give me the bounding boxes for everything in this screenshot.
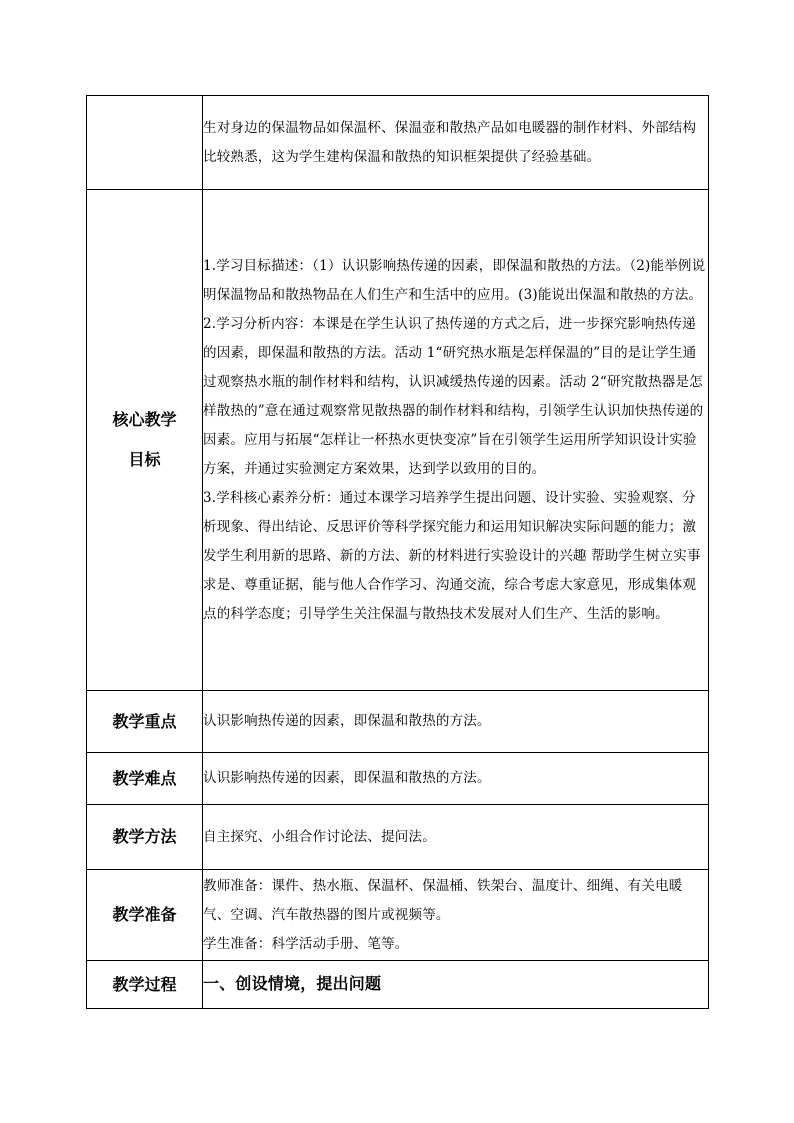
empty-label-cell — [87, 96, 203, 190]
difficulties-content: 认识影响热传递的因素，即保温和散热的方法。 — [203, 753, 709, 805]
goals-paragraph-2: 2.学习分析内容：本课是在学生认识了热传递的方式之后，进一步探究影响热传递的因素，即保温和散热的方法。活动 1“研究热水瓶是怎样保温的”目的是让学生通过观察热水瓶的制作材料和结构，认识减缓热传递的因素。活动 2“研究散热器是怎样散热的”意在通过观察常见散热器的制作材料和结构，引领学生认识加快热传递的因素。应用与拓展“怎样让一杯热水更快变凉”旨在引领学生运用所学知识设计实验方案，并通过实验测定方案效果，达到学以致用的目的。 — [203, 315, 704, 477]
table-row — [87, 691, 709, 753]
difficulties-label: 教学难点 — [87, 753, 203, 805]
core-goals-label-line1: 核心教学 — [112, 410, 177, 429]
student-preparation-text: 学生准备：科学活动手册、笔等。 — [203, 935, 409, 952]
intro-text: 生对身边的保温物品如保温杯、保温壶和散热产品如电暖器的制作材料、外部结构比较熟悉，这为学生建构保温和散热的知识框架提供了经验基础。 — [203, 119, 697, 165]
key-points-content: 认识影响热传递的因素，即保温和散热的方法。 — [203, 691, 709, 753]
process-section-heading: 一、创设情境，提出问题 — [203, 974, 382, 993]
table-row — [87, 96, 709, 190]
lesson-plan-table — [86, 95, 709, 1009]
table-row — [87, 870, 709, 961]
core-goals-label-line2: 目标 — [128, 450, 161, 469]
goals-paragraph-1: 1.学习目标描述：（1）认识影响热传递的因素，即保温和散热的方法。（2)能举例说明保温物品和散热物品在人们生产和生活中的应用。(3)能说出保温和散热的方法。 — [203, 257, 706, 303]
methods-content: 自主探究、小组合作讨论法、提问法。 — [203, 805, 709, 870]
preparation-label: 教学准备 — [87, 870, 203, 961]
goals-paragraph-3: 3.学科核心素养分析：通过本课学习培养学生提出问题、设计实验、实验观察、分析现象、得出结论、反思评价等科学探究能力和运用知识解决实际问题的能力；激发学生利用新的思路、新的方法、新的材料进行实验设计的兴趣 帮助学生树立实事求是、尊重证据，能与他人合作学习、沟通交流，综合考虑大家意见，形成集体观点的科学态度；引导学生关注保温与散热技术发展对人们生产、生活的影响。 — [203, 489, 701, 622]
teacher-preparation-text: 教师准备：课件、热水瓶、保温杯、保温桶、铁架台、温度计、细绳、有关电暖气、空调、汽车散热器的图片或视频等。 — [203, 877, 683, 923]
table-row — [87, 805, 709, 870]
process-label: 教学过程 — [87, 961, 203, 1009]
table-row — [87, 190, 709, 691]
intro-content-cell — [203, 96, 709, 190]
table-row — [87, 753, 709, 805]
process-content-cell — [203, 961, 709, 1009]
preparation-content-cell — [203, 870, 709, 961]
core-goals-content-cell — [203, 190, 709, 691]
key-points-label: 教学重点 — [87, 691, 203, 753]
methods-label: 教学方法 — [87, 805, 203, 870]
core-goals-label-cell — [87, 190, 203, 691]
table-row — [87, 961, 709, 1009]
